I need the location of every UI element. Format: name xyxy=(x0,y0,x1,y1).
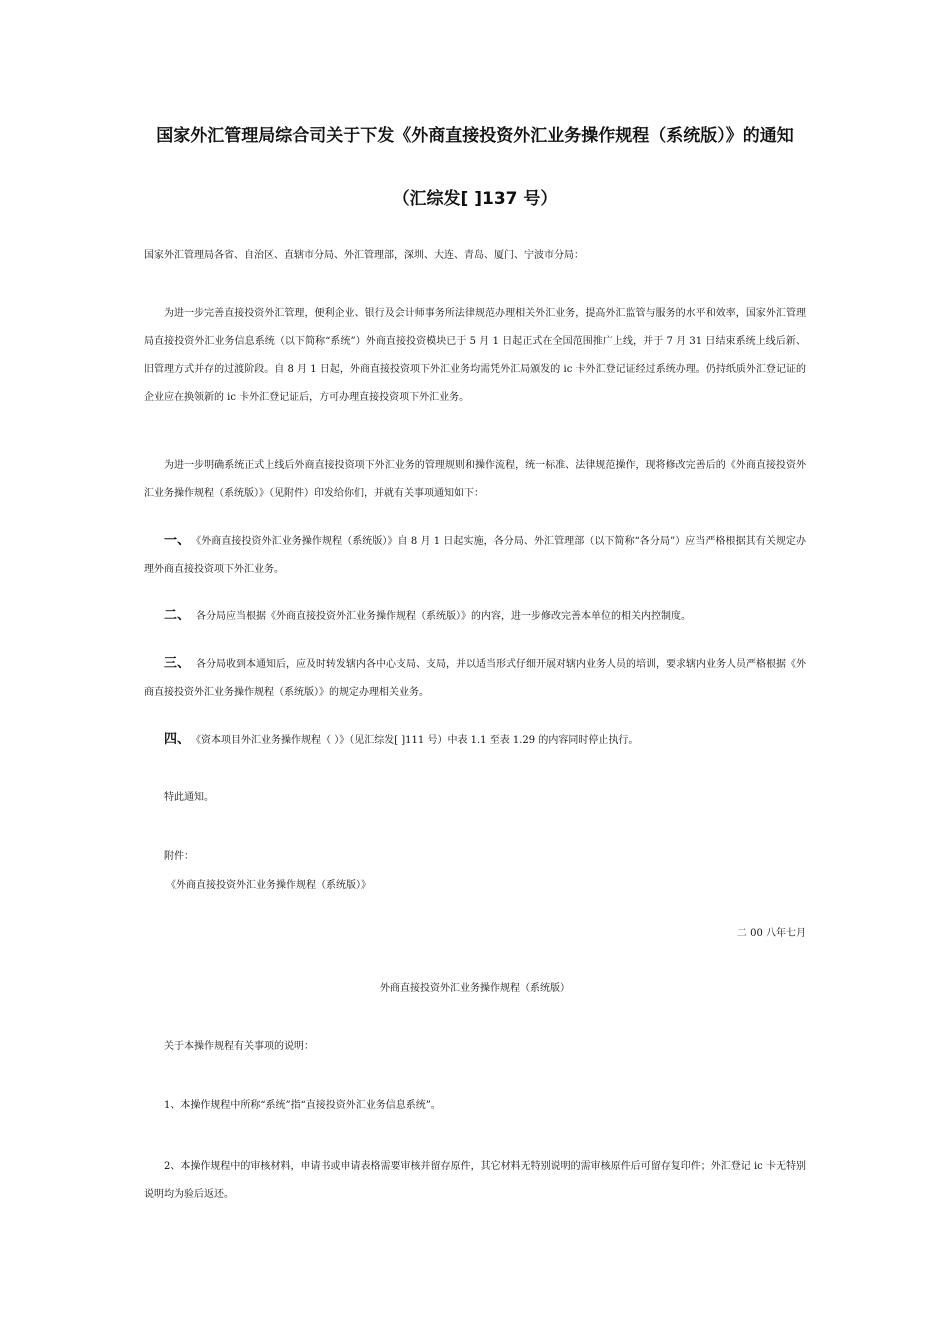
list-item-4 xyxy=(144,726,806,755)
notes-heading: 关于本操作规程有关事项的说明： xyxy=(164,1041,314,1052)
note-2: 2、本操作规程中的审核材料，申请书或申请表格需要审核并留存原件，其它材料无特别说明的需审核原件后可留存复印件；外汇登记 ic 卡无特别说明均为验后返还。 xyxy=(144,1161,806,1200)
list-text: 《外商直接投资外汇业务操作规程（系统版）》自 8 月 1 日起实施，各分局、外汇管理部（以下简称“各分局”）应当严格根据其有关规定办理外商直接投资项下外汇业务。 xyxy=(144,536,806,575)
list-item-1 xyxy=(144,527,806,584)
regulation-title: 外商直接投资外汇业务操作规程（系统版） xyxy=(380,983,570,994)
document-number: （汇综发[ ]137 号） xyxy=(392,189,558,209)
list-item-3 xyxy=(144,650,806,707)
list-number: 三、 xyxy=(164,656,191,671)
list-text: 《资本项目外汇业务操作规程（ ）》（见汇综发[ ]111 号）中表 1.1 至表 1.29 的内容同时停止执行。 xyxy=(196,735,639,746)
attachment-name: 《外商直接投资外汇业务操作规程（系统版）》 xyxy=(166,880,371,891)
addressee: 国家外汇管理局各省、自治区、直辖市分局、外汇管理部，深圳、大连、青岛、厦门、宁波市分局： xyxy=(144,250,584,261)
document-title: 国家外汇管理局综合司关于下发《外商直接投资外汇业务操作规程（系统版）》的通知 xyxy=(156,126,794,146)
paragraph-2: 为进一步明确系统正式上线后外商直接投资项下外汇业务的管理规则和操作流程，统一标准、法律规范操作，现将修改完善后的《外商直接投资外汇业务操作规程（系统版）》（见附件）印发给你们，并就有关事项通知如下： xyxy=(144,460,806,499)
closing-text: 特此通知。 xyxy=(164,792,214,803)
list-item-2 xyxy=(144,602,806,631)
list-number: 四、 xyxy=(164,732,191,747)
note-1: 1、本操作规程中所称“系统”指“直接投资外汇业务信息系统”。 xyxy=(164,1100,441,1111)
list-text: 各分局应当根据《外商直接投资外汇业务操作规程（系统版）》的内容，进一步修改完善本单位的相关内控制度。 xyxy=(196,611,692,622)
document-date: 二 00 八年七月 xyxy=(736,928,806,939)
attachment-label: 附件： xyxy=(164,851,194,862)
paragraph-1: 为进一步完善直接投资外汇管理，便利企业、银行及会计师事务所法律规范办理相关外汇业务，提高外汇监管与服务的水平和效率，国家外汇管理局直接投资外汇业务信息系统（以下简称“系统”）外商直接投资模块已于 5 月 1 日起正式在全国范围推广上线，并于 7 月 31 日结束系统上线后新、旧管理方式并存的过渡阶段。自 8 月 1 日起，外商直接投资项下外汇业务均需凭外汇局颁发的 ic 卡外汇登记证经过系统办理。仍持纸质外汇登记证的企业应在换领新的 ic 卡外汇登记证后，方可办理直接投资项下外汇业务。 xyxy=(144,308,806,403)
list-text: 各分局收到本通知后，应及时转发辖内各中心支局、支局，并以适当形式仔细开展对辖内业务人员的培训，要求辖内业务人员严格根据《外商直接投资外汇业务操作规程（系统版）》的规定办理相关业务。 xyxy=(144,659,807,698)
list-number: 一、 xyxy=(164,533,191,548)
list-number: 二、 xyxy=(164,608,191,623)
